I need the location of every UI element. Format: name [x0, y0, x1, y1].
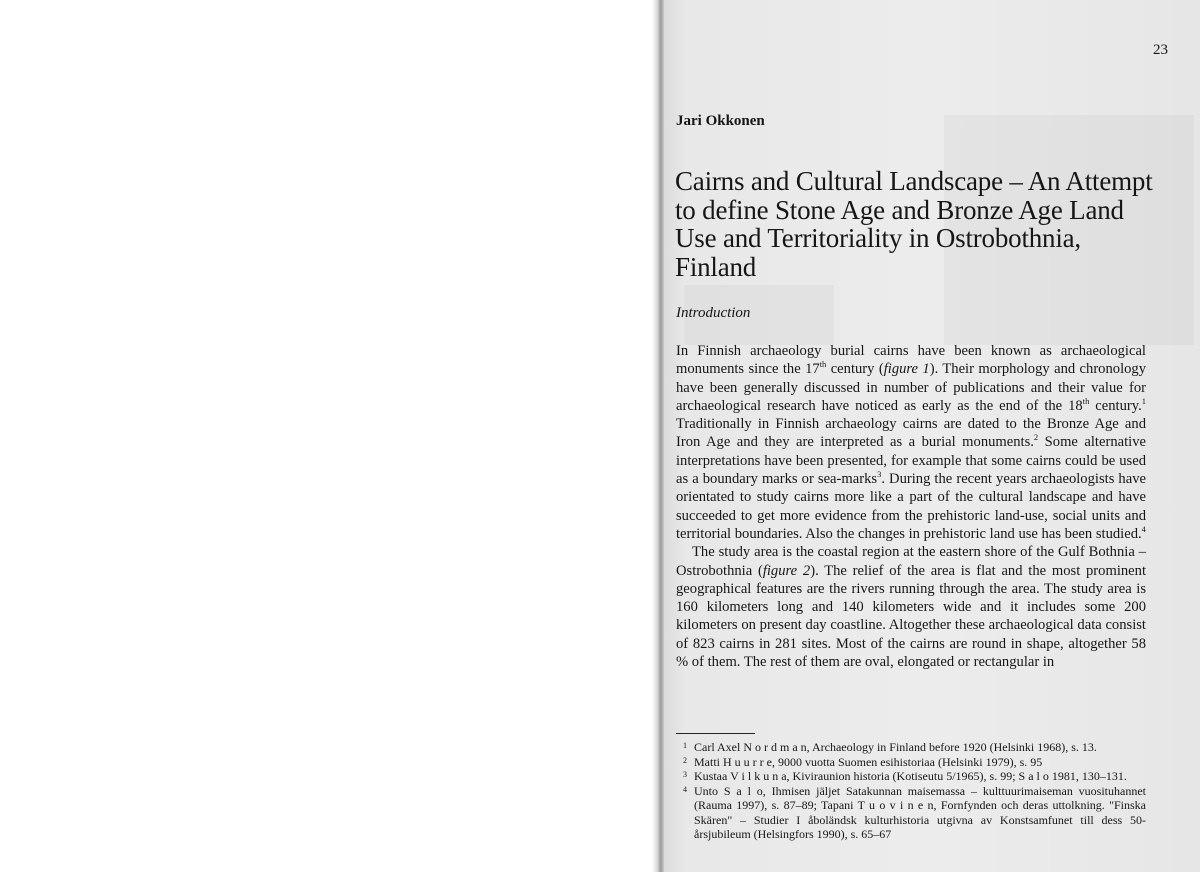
text-run: Traditionally in Finnish archaeology cairns are dated to the Bronze Age and Iron Age and they are interpreted as a burial monuments.	[676, 416, 1146, 451]
footnote	[676, 784, 1146, 842]
page-number: 23	[1153, 42, 1168, 58]
paragraph-2	[676, 543, 1146, 671]
footnote	[676, 755, 1146, 770]
text-run: . During the recent years archaeologists have orientated to study cairns more like a part of the cultural landscape and have succeeded to get more evidence from the prehistoric land-use, social units and territorial boundaries. Also the changes in prehistoric land use has been studied.	[676, 471, 1146, 542]
section-heading: Introduction	[676, 305, 751, 321]
author-name: Jari Okkonen	[676, 113, 765, 129]
footnote-text: Matti H u u r r e, 9000 vuotta Suomen esihistoriaa (Helsinki 1979), s. 95	[694, 754, 1043, 769]
footnote-rule	[676, 733, 755, 734]
figure-reference: figure 1	[883, 361, 930, 378]
footnote-number: 3	[683, 770, 687, 779]
footnote-text: Carl Axel N o r d m a n, Archaeology in Finland before 1920 (Helsinki 1968), s. 13.	[694, 740, 1097, 754]
text-run: The study area is the coastal region at the eastern shore of the Gulf Bothnia – Ostrobothnia (	[676, 544, 1146, 579]
paragraph-1	[676, 342, 1146, 543]
text-run: In Finnish archaeology burial cairns have been known as archaeological monuments since the 17	[676, 343, 1146, 378]
text-run: ). Their morphology and chronology have been generally discussed in number of publications and their value for archaeological research have noticed as early as the end of the 18	[676, 361, 1147, 414]
figure-reference: figure 2	[762, 562, 811, 579]
superscript: th	[819, 359, 827, 370]
footnote-number: 4	[683, 784, 687, 794]
footnote-number: 1	[683, 741, 687, 750]
article-title: Cairns and Cultural Landscape – An Attempt to define Stone Age and Bronze Age Land Use and Territoriality in Ostrobothnia, Finland	[675, 166, 1153, 282]
text-run: century.	[1089, 397, 1142, 414]
footnotes	[676, 740, 1146, 842]
footnote	[676, 769, 1146, 784]
footnote-ref: 2	[1033, 432, 1039, 443]
footnote-ref: 3	[877, 469, 882, 480]
text-run: Some alternative interpretations have been presented, for example that some cairns could be used as a boundary marks or sea-marks	[676, 434, 1146, 488]
text-run: ). The relief of the area is flat and the most prominent geographical features are the rivers running through the area. The study area is 160 kilometers long and 140 kilometers wide and it includes some 200 kilometers on present day coastline. Altogether these archaeological data consist of 823 cairns in 281 sites. Most of the cairns are round in shape, altogether 58 % of them. The rest of them are oval, elongated or rectangular in	[676, 562, 1146, 671]
footnote-text: Kustaa V i l k u n a, Kiviraunion historia (Kotiseutu 5/1965), s. 99; S a l o 1981, 130–131.	[694, 769, 1127, 783]
footnote	[676, 740, 1146, 755]
body-text	[676, 342, 1146, 671]
superscript: th	[1082, 396, 1090, 407]
footnote-number: 2	[683, 755, 687, 765]
footnote-text: Unto S a l o, Ihmisen jäljet Satakunnan maisemassa – kulttuurimaiseman vuosituhannet (Rauma 1997), s. 87–89; Tapani T u o v i n e n, Fornfynden och deras uttolkning. "Finska Skären" – Studier I åboländsk kulturhistoria utgivna av Konstsamfunet till dess 50-årsjubileum (Helsingfors 1990), s. 65–67	[694, 783, 1146, 841]
footnote-ref: 4	[1141, 524, 1146, 535]
footnote-ref: 1	[1141, 396, 1146, 407]
text-run: century (	[826, 361, 884, 378]
